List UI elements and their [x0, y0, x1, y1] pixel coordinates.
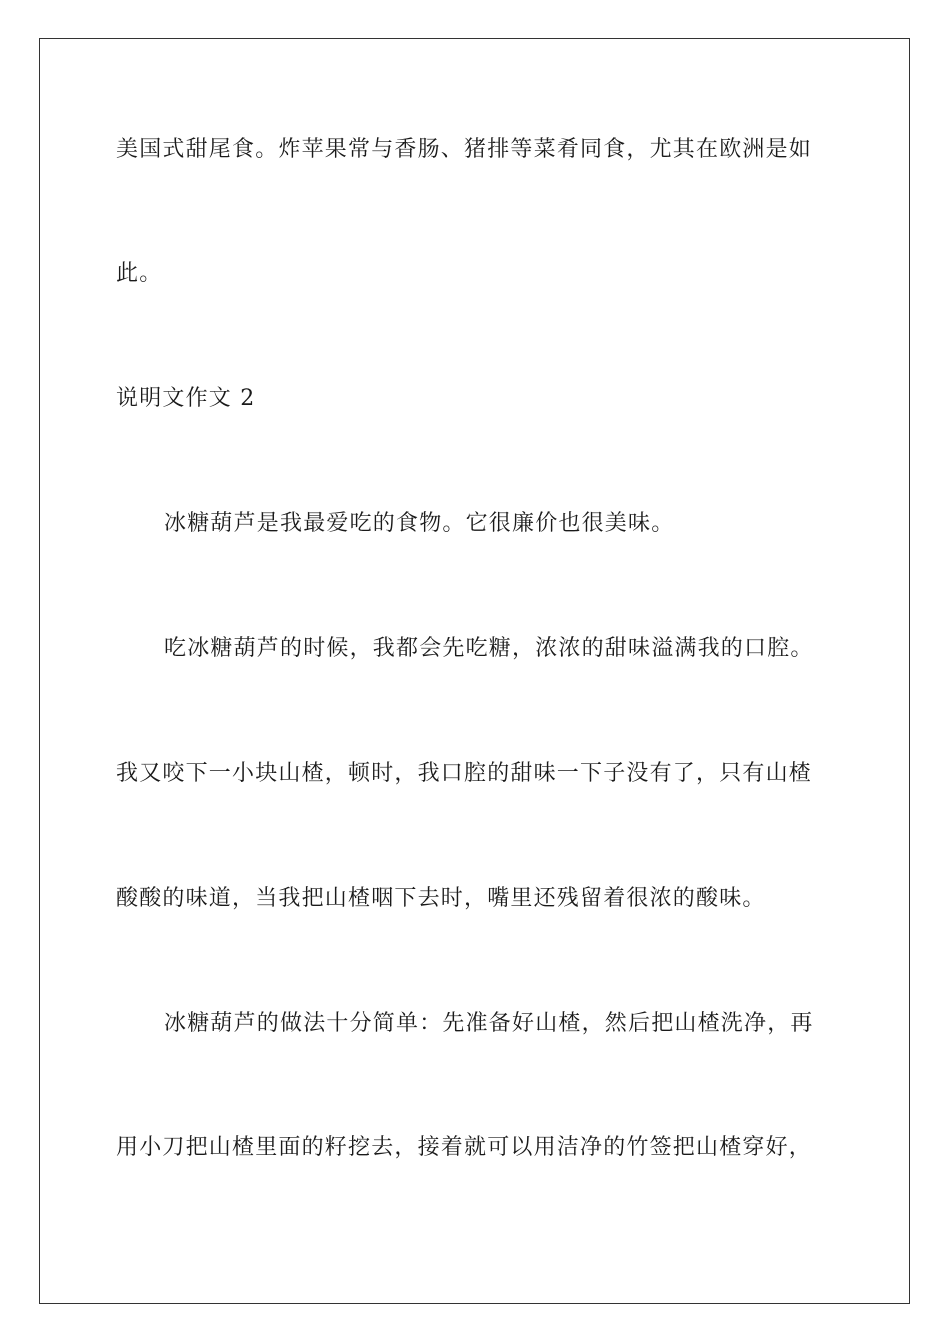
page-border	[39, 38, 910, 1304]
paragraph-start-line: 冰糖葫芦的做法十分简单：先准备好山楂，然后把山楂洗净，再	[164, 1011, 814, 1036]
body-text-line: 我又咬下一小块山楂，顿时，我口腔的甜味一下子没有了，只有山楂	[116, 761, 813, 786]
section-heading: 说明文作文 2	[116, 386, 256, 411]
body-text-line: 美国式甜尾食。炸苹果常与香肠、猪排等菜肴同食，尤其在欧洲是如	[116, 137, 813, 162]
paragraph-start-line: 吃冰糖葫芦的时候，我都会先吃糖，浓浓的甜味溢满我的口腔。	[164, 636, 814, 661]
body-text-line: 用小刀把山楂里面的籽挖去，接着就可以用洁净的竹签把山楂穿好，	[116, 1135, 813, 1160]
body-text-line: 酸酸的味道，当我把山楂咽下去时，嘴里还残留着很浓的酸味。	[116, 886, 766, 911]
body-text-line: 此。	[116, 261, 163, 286]
paragraph-start-line: 冰糖葫芦是我最爱吃的食物。它很廉价也很美味。	[164, 511, 675, 536]
